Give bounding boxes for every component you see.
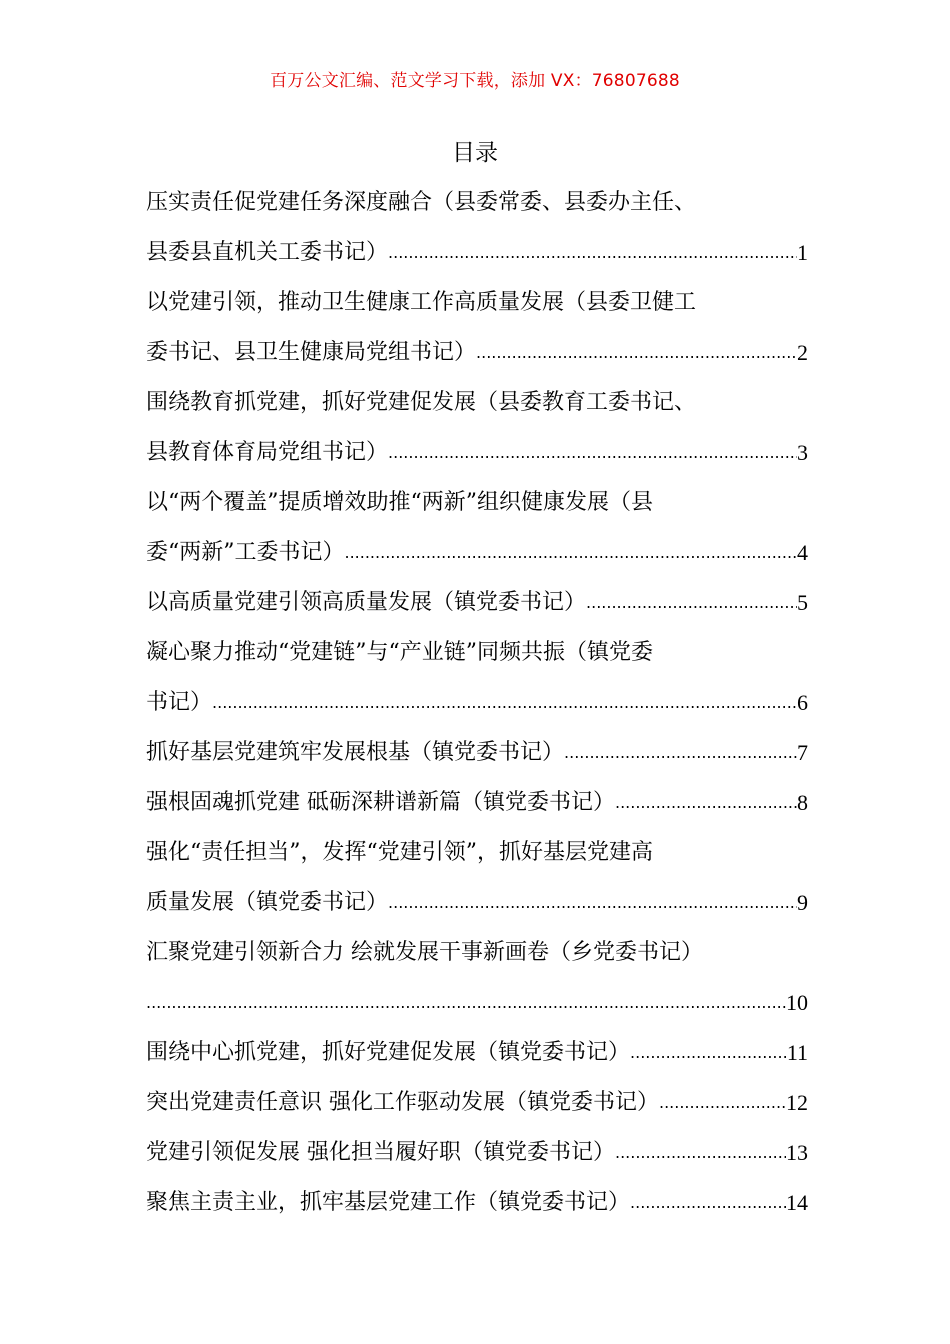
toc-page-number: 12 [786,1090,808,1115]
toc-leader-dots [476,328,797,378]
toc-leader-dots [615,778,797,828]
toc-entry-title-line2: 县教育体育局党组书记） [146,440,389,465]
toc-page-number: 4 [797,540,808,565]
toc-page-number: 2 [797,340,808,365]
toc-entry-title-line2: 质量发展（镇党委书记） [146,890,389,915]
toc-entry-title-line1: 汇聚党建引领新合力 绘就发展干事新画卷（乡党委书记） [146,940,703,965]
toc-entry-14[interactable] [146,1178,808,1228]
toc-entry-7[interactable] [146,728,808,778]
toc-entry-11[interactable] [146,1028,808,1078]
toc-entry-title-line1: 以“两个覆盖”提质增效助推“两新”组织健康发展（县 [146,490,653,515]
toc-entry-title-line1: 凝心聚力推动“党建链”与“产业链”同频共振（镇党委 [146,640,653,665]
toc-entry-title: 强根固魂抓党建 砥砺深耕谱新篇（镇党委书记） [146,790,615,815]
toc-page-number: 13 [786,1140,808,1165]
toc-page-number: 11 [786,1040,808,1065]
toc-entry-title: 突出党建责任意识 强化工作驱动发展（镇党委书记） [146,1090,659,1115]
toc-entry-title-line1: 围绕教育抓党建，抓好党建促发展（县委教育工委书记、 [146,390,697,415]
toc-page-number: 8 [797,790,808,815]
header-watermark: 百万公文汇编、范文学习下载，添加 VX：76807688 [270,71,680,91]
toc-leader-dots [586,578,797,628]
toc-leader-dots [345,528,798,578]
toc-leader-dots [659,1078,786,1128]
toc-leader-dots [388,428,797,478]
toc-entry-title: 党建引领促发展 强化担当履好职（镇党委书记） [146,1140,615,1165]
toc-entry-5[interactable] [146,578,808,628]
toc-entry-6[interactable] [146,628,808,728]
toc-entry-title-line2: 县委县直机关工委书记） [146,240,389,265]
toc-entry-3[interactable] [146,378,808,478]
toc-entry-4[interactable] [146,478,808,578]
toc-leader-dots [388,878,797,928]
toc-entry-title: 抓好基层党建筑牢发展根基（镇党委书记） [146,740,565,765]
toc-entry-title-line1: 压实责任促党建任务深度融合（县委常委、县委办主任、 [146,190,697,215]
toc-entry-12[interactable] [146,1078,808,1128]
table-of-contents [146,178,808,1228]
toc-entry-9[interactable] [146,828,808,928]
toc-leader-dots [630,1178,786,1228]
toc-page-number: 7 [797,740,808,765]
toc-page-number: 5 [797,590,808,615]
toc-entry-title: 以高质量党建引领高质量发展（镇党委书记） [146,590,587,615]
toc-page-number: 10 [786,990,808,1015]
toc-entry-8[interactable] [146,778,808,828]
toc-entry-title-line1: 强化“责任担当”，发挥“党建引领”，抓好基层党建高 [146,840,653,865]
toc-page-number: 6 [797,690,808,715]
toc-page-number: 14 [786,1190,808,1215]
toc-entry-title: 聚焦主责主业，抓牢基层党建工作（镇党委书记） [146,1190,631,1215]
toc-leader-dots [630,1028,787,1078]
toc-leader-dots [146,978,786,1028]
toc-entry-title-line2: 委“两新”工委书记） [146,540,345,565]
toc-entry-13[interactable] [146,1128,808,1178]
toc-leader-dots [212,678,797,728]
toc-title: 目录 [452,140,498,166]
toc-page-number: 9 [797,890,808,915]
toc-leader-dots [388,228,797,278]
toc-page-number: 1 [797,240,808,265]
toc-entry-10[interactable] [146,928,808,1028]
toc-leader-dots [564,728,797,778]
toc-entry-title-line2: 委书记、县卫生健康局党组书记） [146,340,477,365]
toc-entry-2[interactable] [146,278,808,378]
toc-entry-title-line1: 以党建引领，推动卫生健康工作高质量发展（县委卫健工 [146,290,697,315]
toc-leader-dots [615,1128,786,1178]
toc-entry-1[interactable] [146,178,808,278]
toc-page-number: 3 [797,440,808,465]
toc-entry-title: 围绕中心抓党建，抓好党建促发展（镇党委书记） [146,1040,631,1065]
toc-entry-title-line2: 书记） [146,690,213,715]
